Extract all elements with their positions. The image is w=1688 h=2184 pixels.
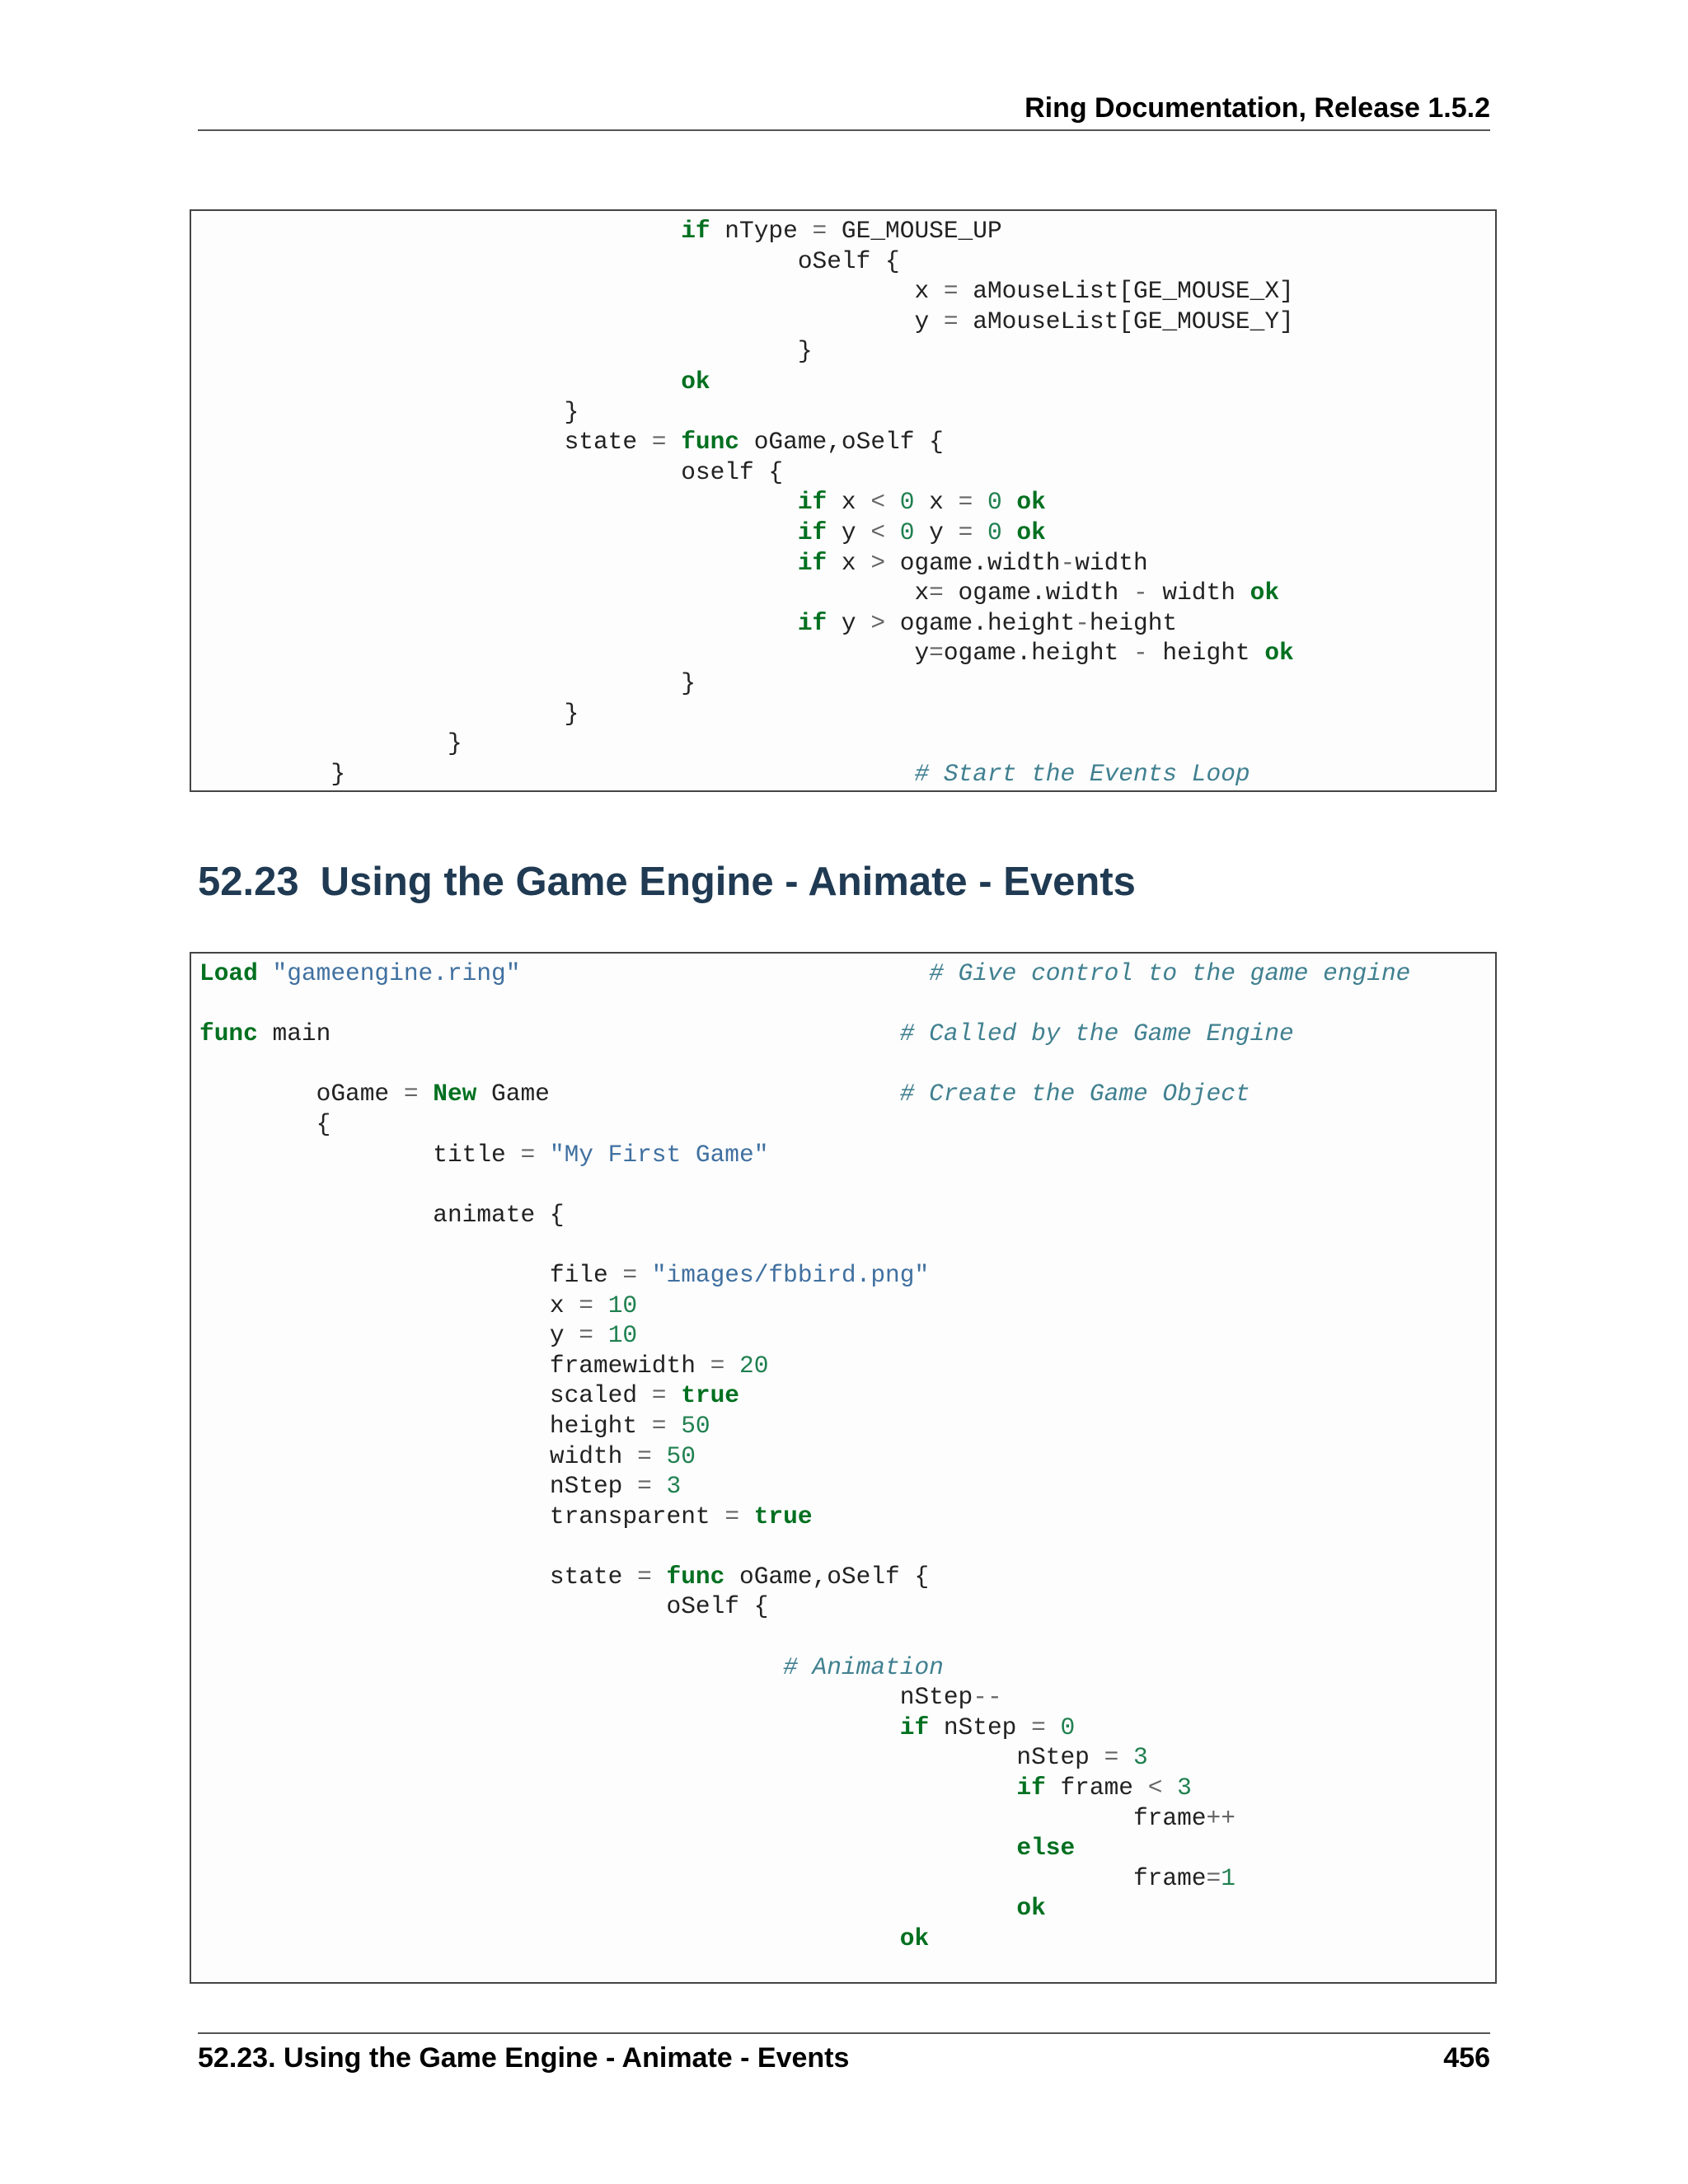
header-divider xyxy=(198,129,1490,131)
footer-section-label: 52.23. Using the Game Engine - Animate - Events xyxy=(198,2042,850,2074)
running-header: Ring Documentation, Release 1.5.2 xyxy=(1025,92,1490,124)
code-block-animate-events xyxy=(190,952,1497,1984)
section-number: 52.23 xyxy=(198,860,299,904)
code-block-events-loop xyxy=(190,209,1497,792)
footer-divider xyxy=(198,2032,1490,2034)
page-number: 456 xyxy=(1443,2042,1490,2074)
code-listing: Load "gameengine.ring" # Give control to the game engine func main # Called by the Game Engine oGame = New Game # Create the Game Object { title = "My First Game" animate { file = "images/fbbird.png" x = 10 y = 10 framewidth = 20 scaled = true height = 50 width = 50 nStep = 3 transparent = true state = func oGame,oSelf { oSelf { # Animation nStep-- if nStep = 0 nStep = 3 if frame < 3 frame++ else frame=1 ok ok xyxy=(199,959,1411,1952)
code-listing: if nType = GE_MOUSE_UP oSelf { x = aMouseList[GE_MOUSE_X] y = aMouseList[GE_MOUSE_Y] } ok } state = func oGame,oSelf { oself { if x < 0 x = 0 ok if y < 0 y = 0 ok if x > ogame.width-width x= ogame.width - width ok if y > ogame.height-height y=ogame.height - height ok } } } } # Start the Events Loop xyxy=(331,217,1294,788)
section-title: Using the Game Engine - Animate - Events xyxy=(320,860,1136,904)
section-heading xyxy=(198,859,1136,905)
